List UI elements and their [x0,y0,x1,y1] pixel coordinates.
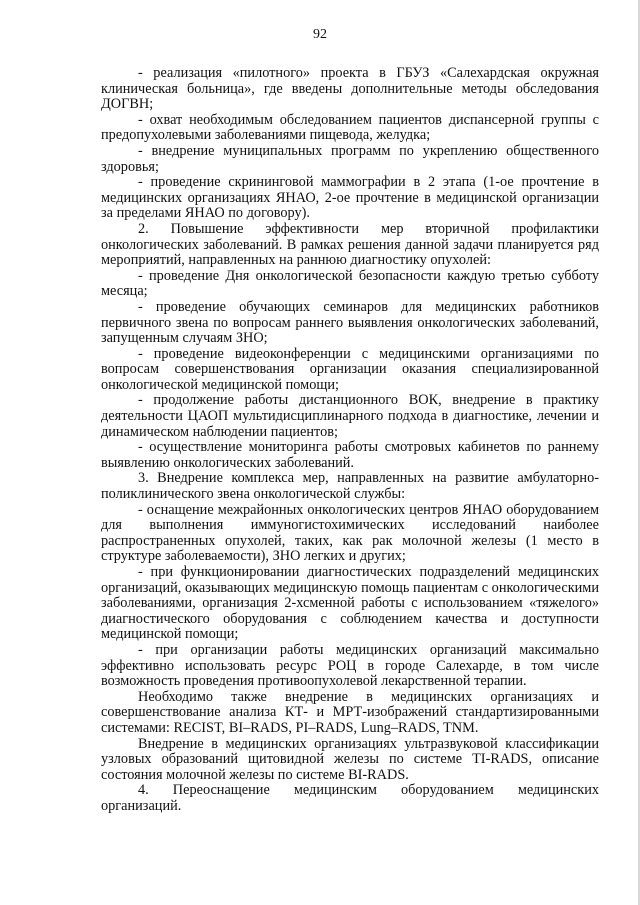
document-body [101,66,599,815]
paragraph: - проведение видеоконференции с медицинскими организациями по вопросам совершенствования организации оказания специализированной онкологической медицинской помощи; [101,345,599,393]
paragraph: 4. Переоснащение медицинским оборудованием медицинских организаций. [101,782,599,814]
paragraph: - внедрение муниципальных программ по укреплению общественного здоровья; [101,142,599,175]
paragraph: - проведение скрининговой маммографии в 2 этапа (1-ое прочтение в медицинских организациях ЯНАО, 2-ое прочтение в медицинской организации за пределами ЯНАО по договору). [101,174,599,222]
paragraph: - проведение обучающих семинаров для медицинских работников первичного звена по вопросам раннего выявления онкологических заболеваний, запущенным случаям ЗНО; [101,298,599,347]
paragraph: Внедрение в медицинских организациях ультразвуковой классификации узловых образований щитовидной железы по системе TI-RADS, описание состояния молочной железы по системе BI-RADS. [101,735,599,783]
paragraph: 2. Повышение эффективности мер вторичной профилактики онкологических заболеваний. В рамках решения данной задачи планируется ряд мероприятий, направленных на раннюю диагностику опухолей: [101,220,599,269]
paragraph: Необходимо также внедрение в медицинских организациях и совершенствование анализа КТ- и МРТ-изображений стандартизированными системами: RECIST, BI–RADS, PI–RADS, Lung–RADS, TNM. [101,688,599,736]
paragraph: - при функционировании диагностических подразделений медицинских организаций, оказывающих медицинскую помощь пациентам с онкологическими заболеваниями, организация 2-хсменной работы с использованием «тяжелого» диагностического оборудования с соблюдением качества и доступности медицинской помощи; [101,564,599,643]
paragraph: 3. Внедрение комплекса мер, направленных на развитие амбулаторно-поликлинического звена онкологической службы: [101,470,599,503]
page-number: 92 [313,27,327,42]
paragraph: - осуществление мониторинга работы смотровых кабинетов по раннему выявлению онкологических заболеваний. [101,439,599,471]
paragraph: - реализация «пилотного» проекта в ГБУЗ «Салехардская окружная клиническая больница», где введены дополнительные методы обследования ДОГВН; [101,65,599,113]
paragraph: - охват необходимым обследованием пациентов диспансерной группы с предопухолевыми заболеваниями пищевода, желудка; [101,111,599,144]
paragraph: - продолжение работы дистанционного ВОК, внедрение в практику деятельности ЦАОП мультидисциплинарного подхода в диагностике, лечении и динамическом наблюдении пациентов; [101,392,599,440]
paragraph: - проведение Дня онкологической безопасности каждую третью субботу месяца; [101,267,599,300]
paragraph: - оснащение межрайонных онкологических центров ЯНАО оборудованием для выполнения иммуногистохимических исследований наиболее распространенных опухолей, таких, как рак молочной железы (1 место в структуре заболеваемости), ЗНО легких и других; [101,501,599,565]
paragraph: - при организации работы медицинских организаций максимально эффективно использовать ресурс РОЦ в городе Салехарде, в том числе возможность проведения противоопухолевой лекарственной терапии. [101,641,599,690]
